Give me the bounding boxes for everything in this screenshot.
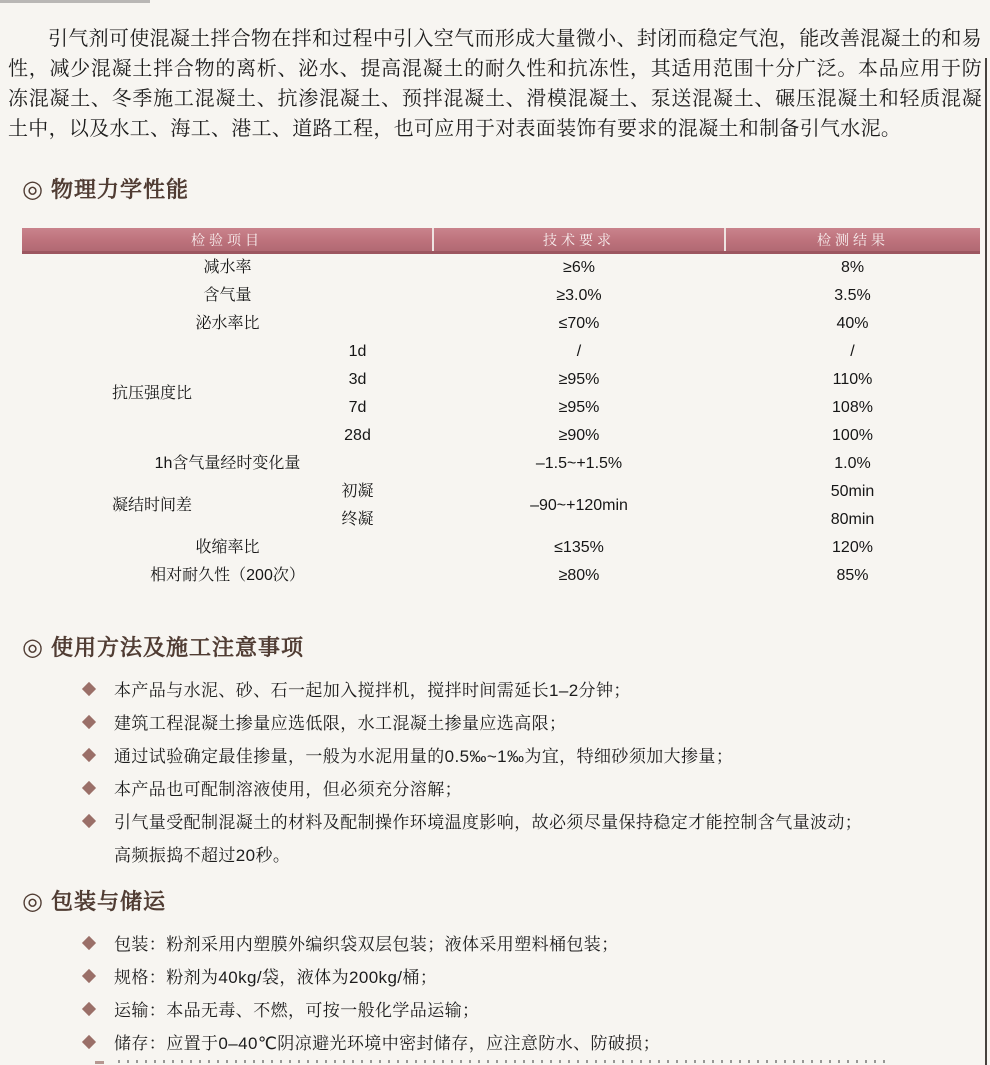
clipped-text-remnant: [118, 1060, 888, 1063]
usage-list: [0, 678, 990, 864]
usage-item: [84, 678, 990, 699]
table-row: [22, 338, 980, 366]
diamond-bullet-icon: [82, 968, 96, 982]
usage-item: [84, 810, 990, 831]
diamond-bullet-icon: [82, 747, 96, 761]
physical-properties-table: [22, 228, 980, 590]
requirement-cell: /: [576, 343, 582, 360]
requirement-cell: –1.5~+1.5%: [535, 455, 623, 472]
result-cell: 120%: [832, 539, 873, 556]
requirement-cell: ≤135%: [554, 539, 604, 556]
list-item-text: 储存：应置于0–40℃阴凉避光环境中密封储存，应注意防水、防破损；: [114, 1034, 661, 1053]
list-item-text: 通过试验确定最佳掺量，一般为水泥用量的0.5‰~1‰为宜，特细砂须加大掺量；: [114, 747, 734, 766]
packaging-item: [84, 1031, 990, 1052]
item-cell: 收缩率比: [195, 539, 260, 556]
requirement-cell: ≥95%: [558, 399, 600, 416]
section-title: 使用方法及施工注意事项: [50, 635, 304, 660]
table-row: [22, 310, 980, 338]
result-cell: 1.0%: [834, 455, 871, 472]
item-group-cell: 抗压强度比: [111, 385, 192, 402]
packaging-item: [84, 998, 990, 1019]
item-cell: 含气量: [203, 287, 252, 304]
list-item-text: 高频振捣不超过20秒。: [114, 846, 291, 865]
sub-item-cell: 7d: [348, 399, 367, 416]
scan-edge-line: [985, 58, 987, 1065]
requirement-cell: ≤70%: [558, 315, 600, 332]
result-cell: 8%: [840, 259, 865, 276]
diamond-bullet-icon: [82, 935, 96, 949]
table-row: [22, 282, 980, 310]
double-circle-marker-icon: ◎: [22, 888, 44, 915]
section-title: 物理力学性能: [50, 177, 189, 202]
intro-paragraph: 引气剂可使混凝土拌合物在拌和过程中引入空气而形成大量微小、封闭而稳定气泡，能改善混凝土的和易性，减少混凝土拌合物的离析、泌水、提高混凝土的耐久性和抗冻性，其适用范围十分广泛。本品应用于防冻混凝土、冬季施工混凝土、抗渗混凝土、预拌混凝土、滑模混凝土、泵送混凝土、碾压混凝土和轻质混凝土中，以及水工、海工、港工、道路工程，也可应用于对表面装饰有要求的混凝土和制备引气水泥。: [8, 28, 982, 140]
usage-item: [84, 744, 990, 765]
result-cell: 100%: [832, 427, 873, 444]
list-item-text: 本产品也可配制溶液使用，但必须充分溶解；: [114, 780, 462, 799]
item-cell: 1h含气量经时变化量: [154, 455, 301, 472]
usage-item: [84, 711, 990, 732]
sub-item-cell: 初凝: [341, 483, 374, 500]
table-header-cell: 检测结果: [725, 228, 980, 253]
item-cell: 相对耐久性（200次）: [150, 567, 305, 584]
section-heading-physical: [22, 174, 990, 206]
sub-item-cell: 终凝: [341, 511, 374, 528]
item-cell: 泌水率比: [195, 315, 260, 332]
diamond-bullet-icon: [82, 1034, 96, 1048]
table-row: [22, 253, 980, 283]
list-item-text: 引气量受配制混凝土的材料及配制操作环境温度影响，故必须尽量保持稳定才能控制含气量波动；: [114, 813, 863, 832]
diamond-bullet-icon: [82, 714, 96, 728]
packaging-item: [84, 932, 990, 953]
list-item-text: 运输：本品无毒、不燃，可按一般化学品运输；: [114, 1001, 480, 1020]
item-group-cell: 凝结时间差: [111, 497, 192, 514]
diamond-bullet-icon: [82, 681, 96, 695]
result-cell: 110%: [832, 371, 873, 388]
table-row: [22, 562, 980, 590]
result-cell: 85%: [836, 567, 869, 584]
list-item-text: 本产品与水泥、砂、石一起加入搅拌机，搅拌时间需延长1–2分钟；: [114, 681, 631, 700]
result-cell: 3.5%: [834, 287, 871, 304]
list-item-text: 包装：粉剂采用内塑膜外编织袋双层包装；液体采用塑料桶包装；: [114, 935, 619, 954]
usage-item-continuation: [84, 843, 990, 864]
table-header-cell: 技术要求: [433, 228, 725, 253]
table-header-cell: 检验项目: [22, 228, 433, 253]
requirement-cell: ≥3.0%: [556, 287, 602, 304]
double-circle-marker-icon: ◎: [22, 176, 44, 203]
section-heading-usage: [22, 632, 990, 664]
requirement-cell: ≥90%: [558, 427, 600, 444]
table-header-row: [22, 228, 980, 253]
list-item-text: 规格：粉剂为40kg/袋，液体为200kg/桶；: [114, 968, 438, 987]
clipped-bullet-remnant: [95, 1061, 104, 1064]
diamond-bullet-icon: [82, 780, 96, 794]
requirement-cell: ≥6%: [563, 259, 595, 276]
requirement-cell: –90~+120min: [530, 497, 628, 514]
requirement-cell: ≥95%: [558, 371, 600, 388]
requirement-cell: ≥80%: [558, 567, 600, 584]
table-row: [22, 534, 980, 562]
scan-smudge-top: [0, 0, 150, 3]
section-heading-packaging: [22, 886, 990, 918]
table-row: [22, 450, 980, 478]
result-cell: 108%: [832, 399, 873, 416]
item-cell: 减水率: [203, 259, 252, 276]
sub-item-cell: 3d: [348, 371, 367, 388]
usage-item: [84, 777, 990, 798]
diamond-bullet-icon: [82, 1001, 96, 1015]
sub-item-cell: 1d: [348, 343, 367, 360]
result-cell: /: [850, 343, 855, 360]
table-row: [22, 478, 980, 506]
list-item-text: 建筑工程混凝土掺量应选低限，水工混凝土掺量应选高限；: [114, 714, 567, 733]
packaging-list: [0, 932, 990, 1052]
result-cell: 80min: [830, 511, 875, 528]
result-cell: 40%: [836, 315, 869, 332]
sub-item-cell: 28d: [344, 427, 371, 444]
double-circle-marker-icon: ◎: [22, 634, 44, 661]
section-title: 包装与储运: [50, 889, 166, 914]
diamond-bullet-icon: [82, 813, 96, 827]
packaging-item: [84, 965, 990, 986]
result-cell: 50min: [830, 483, 875, 500]
